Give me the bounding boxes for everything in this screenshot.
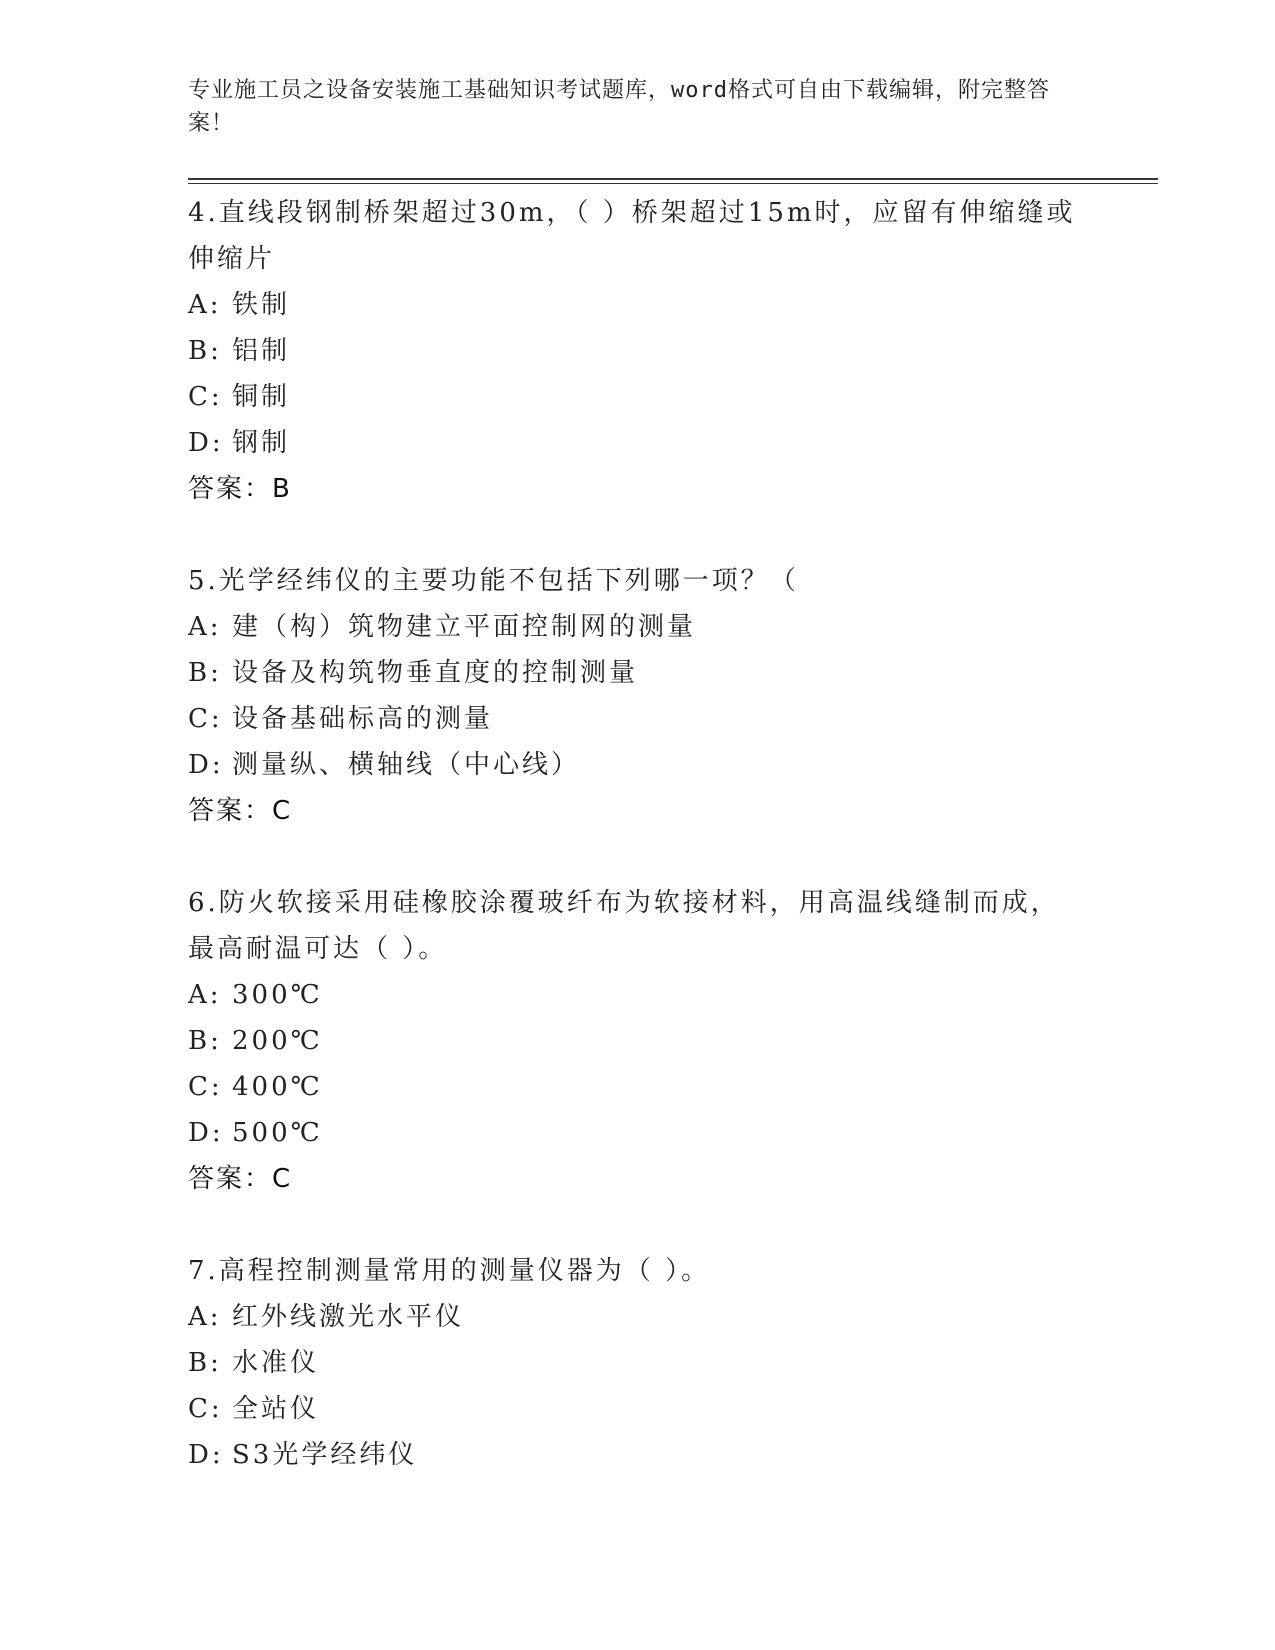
option-key: C: — [188, 1394, 223, 1424]
option-key: B: — [188, 336, 222, 366]
question-stem: 7.高程控制测量常用的测量仪器为（ ）。 — [188, 1256, 711, 1286]
option-a — [188, 604, 1088, 650]
option-key: A: — [188, 290, 222, 320]
option-b — [188, 328, 1088, 374]
option-text: 全站仪 — [232, 1394, 320, 1424]
option-d — [188, 1110, 1088, 1156]
option-d — [188, 420, 1088, 466]
option-text: 500℃ — [232, 1118, 323, 1148]
option-d — [188, 1432, 1088, 1478]
question-stem: 4.直线段钢制桥架超过30m，（ ）桥架超过15m时，应留有伸缩缝或伸缩片 — [188, 198, 1076, 274]
answer-label: 答案：C — [188, 796, 293, 826]
question-5 — [188, 558, 1088, 834]
option-key: B: — [188, 1026, 222, 1056]
document-header: 专业施工员之设备安装施工基础知识考试题库，word格式可自由下载编辑，附完整答案！ — [188, 78, 1050, 136]
option-key: C: — [188, 382, 223, 412]
option-b — [188, 1340, 1088, 1386]
option-c — [188, 1064, 1088, 1110]
option-a — [188, 282, 1088, 328]
option-key: D: — [188, 428, 224, 458]
option-key: D: — [188, 750, 224, 780]
option-c — [188, 1386, 1088, 1432]
option-key: A: — [188, 980, 222, 1010]
option-text: S3光学经纬仪 — [232, 1440, 418, 1470]
question-stem: 6.防火软接采用硅橡胶涂覆玻纤布为软接材料，用高温线缝制而成，最高耐温可达（ ）。 — [188, 888, 1060, 964]
option-text: 测量纵、横轴线（中心线） — [232, 750, 581, 780]
question-stem: 5.光学经纬仪的主要功能不包括下列哪一项？（ — [188, 566, 799, 596]
option-key: D: — [188, 1440, 224, 1470]
option-key: C: — [188, 1072, 223, 1102]
option-a — [188, 972, 1088, 1018]
question-4 — [188, 190, 1088, 512]
header-divider-thin — [188, 183, 1158, 184]
option-c — [188, 374, 1088, 420]
option-key: B: — [188, 658, 222, 688]
option-text: 铁制 — [232, 290, 291, 320]
option-text: 设备及构筑物垂直度的控制测量 — [232, 658, 639, 688]
answer-label: 答案：B — [188, 474, 292, 504]
option-text: 300℃ — [232, 980, 323, 1010]
option-text: 钢制 — [232, 428, 291, 458]
option-key: B: — [188, 1348, 222, 1378]
option-text: 200℃ — [232, 1026, 323, 1056]
option-c — [188, 696, 1088, 742]
option-key: C: — [188, 704, 223, 734]
option-text: 设备基础标高的测量 — [232, 704, 494, 734]
option-text: 400℃ — [232, 1072, 323, 1102]
option-a — [188, 1294, 1088, 1340]
answer-label: 答案：C — [188, 1164, 293, 1194]
option-text: 铝制 — [232, 336, 291, 366]
option-b — [188, 1018, 1088, 1064]
question-6 — [188, 880, 1088, 1202]
option-text: 铜制 — [232, 382, 291, 412]
option-d — [188, 742, 1088, 788]
option-key: D: — [188, 1118, 224, 1148]
option-b — [188, 650, 1088, 696]
question-list — [188, 190, 1088, 1524]
option-text: 建（构）筑物建立平面控制网的测量 — [232, 612, 697, 642]
option-key: A: — [188, 612, 222, 642]
header-divider-thick — [188, 178, 1158, 180]
option-key: A: — [188, 1302, 222, 1332]
option-text: 水准仪 — [232, 1348, 320, 1378]
question-7 — [188, 1248, 1088, 1478]
option-text: 红外线激光水平仪 — [232, 1302, 465, 1332]
